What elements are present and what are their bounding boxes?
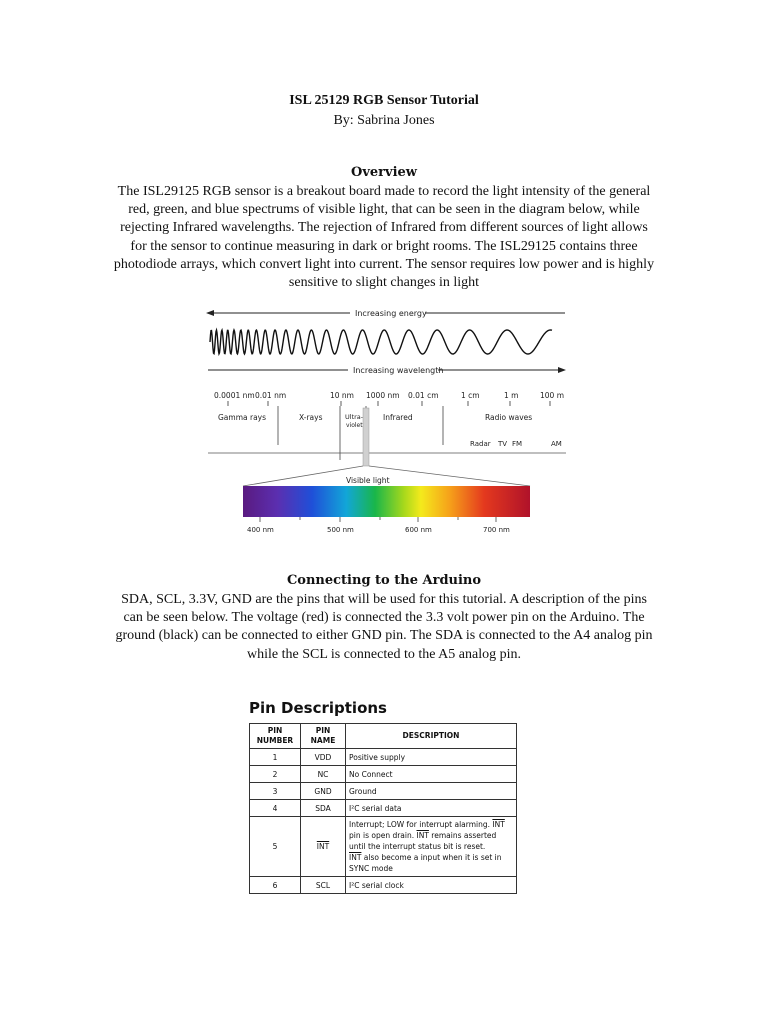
- header-description: DESCRIPTION: [346, 724, 517, 749]
- scale-label: 0.0001 nm: [214, 391, 255, 400]
- visible-zoom-line-left: [243, 466, 363, 486]
- scale-label: 1 cm: [461, 391, 480, 400]
- table-row: [250, 800, 517, 817]
- overview-paragraph: The ISL29125 RGB sensor is a breakout board made to record the light intensity of the general red, green, and blue spectrums of visible light, that can be seen in the diagram below, while rejecting Infrared wavelengths. The rejection of Infrared from different sources of light allows for the sensor to continue measuring in dark or bright rooms. The ISL29125 contains three photodiode arrays, which convert light into current. The sensor requires low power and is highly sensitive to slight changes in light: [113, 184, 655, 291]
- pin-number: 4: [250, 800, 301, 817]
- band-label-radio: Radio waves: [485, 413, 533, 422]
- pin-name: $\overline{INT}$: [301, 817, 346, 877]
- band-label-infrared: Infrared: [383, 413, 413, 422]
- pin-description: Positive supply: [346, 749, 517, 766]
- wave-curve: [210, 330, 552, 354]
- overview-heading: Overview: [351, 165, 417, 180]
- pin-descriptions-table: [249, 723, 517, 894]
- band-label-uv: Ultra-: [345, 413, 364, 421]
- electromagnetic-spectrum-diagram: [200, 300, 570, 540]
- pin-name: VDD: [301, 749, 346, 766]
- visible-zoom-line-right: [369, 466, 530, 486]
- energy-label: Increasing energy: [355, 309, 427, 318]
- band-label-uv: violet: [346, 422, 363, 429]
- band-label-fm: FM: [512, 440, 523, 448]
- visible-tick-label: 500 nm: [327, 526, 354, 534]
- scale-ticks: [228, 401, 550, 406]
- pin-description: Interrupt; LOW for interrupt alarming. $\overline{INT}$ pin is open drain. $\overline{INT}$ remains asserted until the interrupt status bit is reset. $\overline{INT}$ also become a input when it is set in SYNC mode: [346, 817, 517, 877]
- band-label-am: AM: [551, 440, 562, 448]
- scale-label: 0.01 cm: [408, 391, 439, 400]
- band-label-gamma: Gamma rays: [218, 413, 267, 422]
- pin-description: I²C serial clock: [346, 877, 517, 894]
- visible-tick-label: 700 nm: [483, 526, 510, 534]
- scale-label: 1 m: [504, 391, 519, 400]
- pin-number: 5: [250, 817, 301, 877]
- table-row: [250, 817, 517, 877]
- visible-band-marker: [363, 408, 369, 466]
- pin-description: I²C serial data: [346, 800, 517, 817]
- pin-description: Ground: [346, 783, 517, 800]
- table-row: [250, 783, 517, 800]
- band-label-tv: TV: [498, 440, 508, 448]
- visible-light-label: Visible light: [346, 476, 390, 485]
- pin-number: 3: [250, 783, 301, 800]
- pin-number: 1: [250, 749, 301, 766]
- pin-name: GND: [301, 783, 346, 800]
- wavelength-label: Increasing wavelength: [353, 366, 444, 375]
- energy-arrow-head: [206, 310, 214, 316]
- pin-number: 6: [250, 877, 301, 894]
- table-header-row: [250, 724, 517, 749]
- wavelength-arrow-head: [558, 367, 566, 373]
- table-row: [250, 749, 517, 766]
- pin-table-heading: Pin Descriptions: [249, 699, 387, 717]
- table-row: [250, 766, 517, 783]
- scale-label: 100 m: [540, 391, 565, 400]
- visible-tick-label: 600 nm: [405, 526, 432, 534]
- connecting-paragraph: SDA, SCL, 3.3V, GND are the pins that will be used for this tutorial. A description of the pins can be seen below. The voltage (red) is connected the 3.3 volt power pin on the Arduino. The ground (black) can be connected to either GND pin. The SDA is connected to the A4 analog pin while the SCL is connected to the A5 analog pin.: [115, 592, 653, 662]
- document-author: By: Sabrina Jones: [333, 113, 435, 128]
- scale-label: 0.01 nm: [255, 391, 287, 400]
- pin-name: SCL: [301, 877, 346, 894]
- table-row: [250, 877, 517, 894]
- pin-name: SDA: [301, 800, 346, 817]
- header-pin-number: PIN NUMBER: [250, 724, 301, 749]
- band-label-radar: Radar: [470, 440, 491, 448]
- pin-description: No Connect: [346, 766, 517, 783]
- scale-label: 1000 nm: [366, 391, 400, 400]
- document-title: ISL 25129 RGB Sensor Tutorial: [289, 93, 479, 108]
- visible-spectrum-bar: [243, 486, 530, 517]
- visible-tick-marks: [260, 517, 496, 522]
- band-label-xrays: X-rays: [299, 413, 323, 422]
- visible-tick-label: 400 nm: [247, 526, 274, 534]
- connecting-heading: Connecting to the Arduino: [286, 573, 482, 588]
- pin-name: NC: [301, 766, 346, 783]
- scale-label: 10 nm: [330, 391, 354, 400]
- header-pin-name: PIN NAME: [301, 724, 346, 749]
- pin-number: 2: [250, 766, 301, 783]
